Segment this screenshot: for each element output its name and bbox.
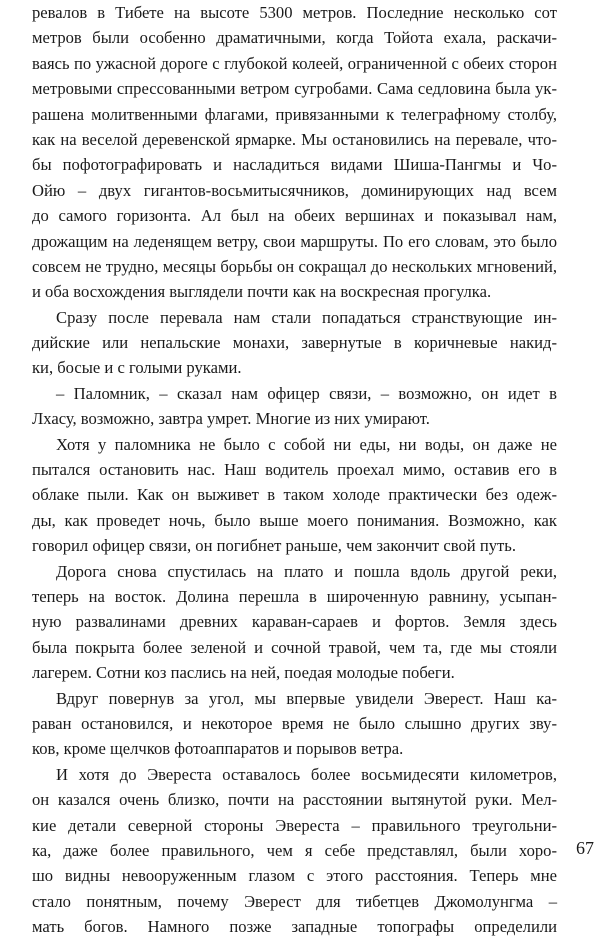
text-line: ревалов в Тибете на высоте 5300 метров. Последние несколько сот — [32, 3, 557, 22]
text-line: ваясь по ужасной дороге с глубокой колеей, ограниченной с обеих сторон — [32, 53, 557, 73]
text-line: ки, босые и с голыми руками. — [32, 358, 242, 378]
text-line: дрожащим на леденящем ветру, свои маршруты. По его словам, это было — [32, 231, 557, 251]
text-line: ды, как проведет ночь, было выше моего понимания. Возможно, как — [32, 510, 557, 530]
paragraph — [32, 686, 557, 762]
paragraph — [32, 559, 557, 686]
text-line: говорил офицер связи, он погибнет раньше, чем закончит свой путь. — [32, 536, 516, 556]
text-line: Сразу после перевала нам стали попадаться странствующие ин- — [56, 307, 557, 327]
text-line: до самого горизонта. Ал был на обеих вершинах и показывал нам, — [32, 206, 557, 226]
paragraph — [32, 762, 557, 939]
text-line: Вдруг повернув за угол, мы впервые увидели Эверест. Наш ка- — [56, 688, 557, 708]
text-line: мать богов. Намного позже западные топографы определили — [32, 917, 557, 937]
text-line: ную развалинами древних караван-сараев и фортов. Земля здесь — [32, 612, 557, 632]
body-text — [32, 0, 557, 939]
paragraph — [32, 0, 557, 305]
text-line: облаке пыли. Как он выживет в таком холоде практически без одеж- — [32, 485, 557, 505]
text-line: метров были особенно драматичными, когда Тойота ехала, раскачи- — [32, 28, 557, 48]
text-line: и оба восхождения выглядели почти как на воскресная прогулка. — [32, 282, 492, 302]
text-line: Ойю – двух гигантов-восьмитысячников, доминирующих над всем — [32, 180, 557, 200]
text-line: шо видны невооруженным глазом с этого расстояния. Теперь мне — [32, 866, 557, 886]
text-line: пытался остановить нас. Наш водитель проехал мимо, оставив его в — [32, 460, 557, 480]
text-line: он казался очень близко, почти на расстоянии вытянутой руки. Мел- — [32, 790, 557, 810]
book-page — [32, 0, 557, 937]
text-line: метровыми спрессованными ветром сугробами. Сама седловина была ук- — [32, 79, 557, 99]
text-line: кие детали северной стороны Эвереста – правильного треугольни- — [32, 815, 557, 835]
text-line: как на веселой деревенской ярмарке. Мы остановились на перевале, чтo- — [32, 129, 557, 149]
text-line: ков, кроме щелчков фотоаппаратов и порывов ветра. — [32, 739, 404, 759]
text-line: теперь на восток. Долина перешла в широченную равнину, усыпан- — [32, 586, 557, 606]
page-number: 67 — [576, 838, 594, 858]
paragraph — [32, 432, 557, 559]
text-line: И хотя до Эвереста оставалось более восьмидесяти километров, — [56, 764, 557, 784]
paragraph — [32, 305, 557, 381]
text-line: была покрыта более зеленой и сочной травой, чем та, где мы стояли — [32, 637, 557, 657]
text-line: ка, даже более правильного, чем я себе представлял, были хоро- — [32, 840, 557, 860]
paragraph — [32, 381, 557, 432]
text-line: рашена молитвенными флагами, привязанными к телеграфному столбу, — [32, 104, 557, 124]
text-line: лагерем. Сотни коз паслись на ней, поедая молодые побеги. — [32, 663, 455, 683]
text-line: раван остановился, и некоторое время не было слышно других зву- — [32, 713, 557, 733]
text-line: Лхасу, возможно, завтра умрет. Многие из них умирают. — [32, 409, 430, 429]
text-line: Хотя у паломника не было с собой ни еды, ни воды, он даже не — [56, 434, 557, 454]
text-line: дийские или непальские монахи, завернутые в коричневые накид- — [32, 333, 557, 353]
text-line: стало понятным, почему Эверест для тибетцев Джомолунгма – — [32, 891, 557, 911]
text-line: – Паломник, – сказал нам офицер связи, – возможно, он идет в — [56, 383, 557, 403]
text-line: Дорога снова спустилась на плато и пошла вдоль другой реки, — [56, 561, 557, 581]
text-line: бы пофотографировать и насладиться видами Шиша-Пангмы и Чо- — [32, 155, 557, 175]
text-line: совсем не трудно, месяцы борьбы он сокращал до нескольких мгновений, — [32, 256, 557, 276]
